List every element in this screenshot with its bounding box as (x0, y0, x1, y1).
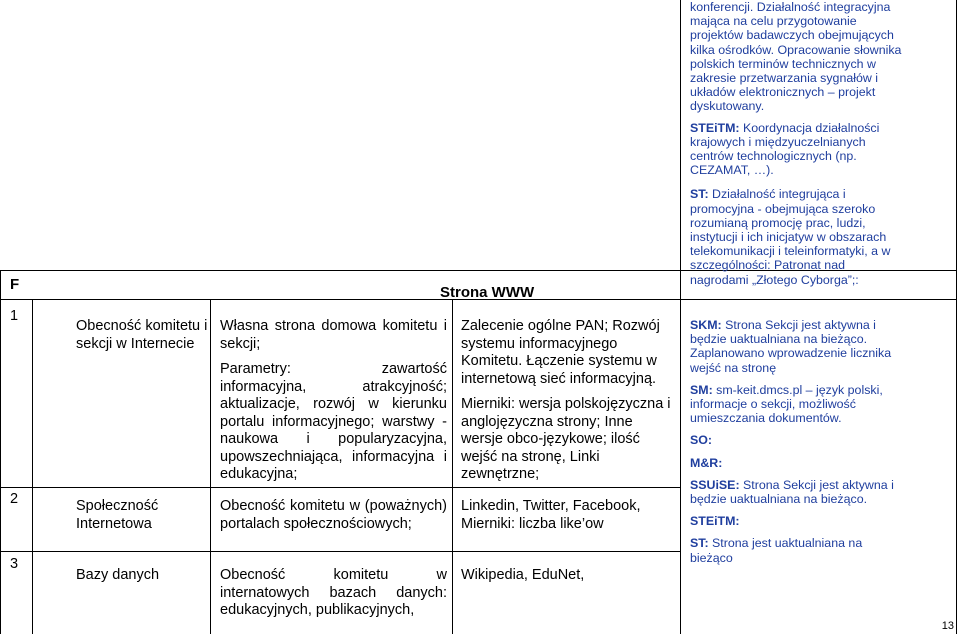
row-description (220, 318, 447, 484)
note-label: SM: (690, 382, 713, 397)
note-label: ST: (690, 536, 709, 551)
row-name: Społeczność Internetowa (76, 498, 159, 532)
row-description: Obecność komitetu w (poważnych) portalach społecznościowych; (220, 498, 447, 532)
status-note (690, 536, 906, 564)
status-note (690, 514, 906, 528)
top-vertical-border (680, 0, 681, 299)
col-divider-1 (32, 299, 33, 634)
st-text: Działalność integrująca i promocyjna - obejmująca szeroko rozumianą promocję prac, ludzi, instytucji i ich inicjatyw w obszarach telekomunikacji i teleinformatyki, a w szczególności: Patronat nad nagrodami „Złotego Cyborga”;: (690, 187, 891, 287)
note-text: Strona jest uaktualniana na bieżąco (690, 536, 863, 565)
status-note (690, 456, 906, 470)
row-number: 2 (10, 491, 19, 507)
note-text: sm-keit.dmcs.pl – język polski, informacje o sekcji, możliwość umieszczania dokumentów. (690, 382, 883, 426)
page-number: 13 (941, 620, 954, 632)
row-name: Bazy danych (76, 567, 160, 583)
note-label: SSUiSE: (690, 477, 740, 492)
status-note (690, 318, 906, 375)
description-parameters: Parametry: zawartość informacyjna, atrakcyjność; aktualizacje, rozwój w kierunku portalu informacyjnego; warstwy - naukowa i popularyzacyjna, upowszechniająca, informacyjna i edukacyjna; (220, 361, 447, 482)
row-recommendation: Wikipedia, EduNet, (461, 567, 585, 583)
row1-bottom-rule (0, 487, 680, 488)
section-letter: F (10, 276, 20, 293)
top-right-notes (690, 0, 906, 287)
status-note (690, 383, 906, 426)
st-note (690, 187, 906, 286)
row-description: Obecność komitetu w internatowych bazach danych: edukacyjnych, publikacyjnych, (220, 567, 447, 618)
col-divider-3 (452, 299, 453, 634)
status-notes (690, 318, 906, 565)
recommendation-metrics: Mierniki: wersja polskojęzyczna i anglojęzyczna strony; Inne wersje obco-językowe; ilość wejść na stronę, Linki zewnętrzne; (461, 396, 671, 482)
row-name: Obecność komitetu i sekcji w Internecie (76, 318, 208, 352)
status-note (690, 478, 906, 506)
steitm-label: STEiTM: (690, 120, 740, 135)
right-border (956, 0, 957, 634)
steitm-text: Koordynacja działalności krajowych i międzyuczelnianych centrów technologicznych (np. CEZAMAT, …). (690, 120, 880, 178)
note-label: SKM: (690, 318, 722, 332)
recommendation-primary: Zalecenie ogólne PAN; Rozwój systemu informacyjnego Komitetu. Łączenie systemu w internetową sieć informacyjną. (461, 318, 660, 387)
row2-bottom-rule (0, 551, 680, 552)
note-label: STEiTM: (690, 514, 740, 529)
col-divider-2 (210, 299, 211, 634)
row-number: 3 (10, 556, 19, 572)
row-number: 1 (10, 308, 19, 324)
status-note (690, 433, 906, 447)
left-border (0, 270, 1, 634)
note-text: Strona Sekcji jest aktywna i będzie uaktualniana na bieżąco. Zaplanowano wprowadzenie licznika wejść na stronę (690, 318, 892, 375)
note-label: M&R: (690, 455, 723, 470)
description-primary: Własna strona domowa komitetu i sekcji; (220, 318, 447, 352)
st-label: ST: (690, 187, 709, 202)
col-divider-4 (680, 299, 681, 634)
integration-paragraph: konferencji. Działalność integracyjna mająca na celu przygotowanie projektów badawczych obejmujących kilka ośrodków. Opracowanie słownika polskich terminów technicznych w zakresie przetwarzania sygnałów i układów elektronicznych – projekt dyskutowany. (690, 0, 902, 114)
row-recommendation: Linkedin, Twitter, Facebook, Mierniki: liczba like’ow (461, 498, 641, 532)
note-label: SO: (690, 433, 713, 448)
note-text: Strona Sekcji jest aktywna i będzie uaktualniana na bieżąco. (690, 477, 894, 507)
steitm-note (690, 121, 906, 178)
section-title: Strona WWW (440, 284, 535, 301)
row-recommendation (461, 318, 675, 484)
